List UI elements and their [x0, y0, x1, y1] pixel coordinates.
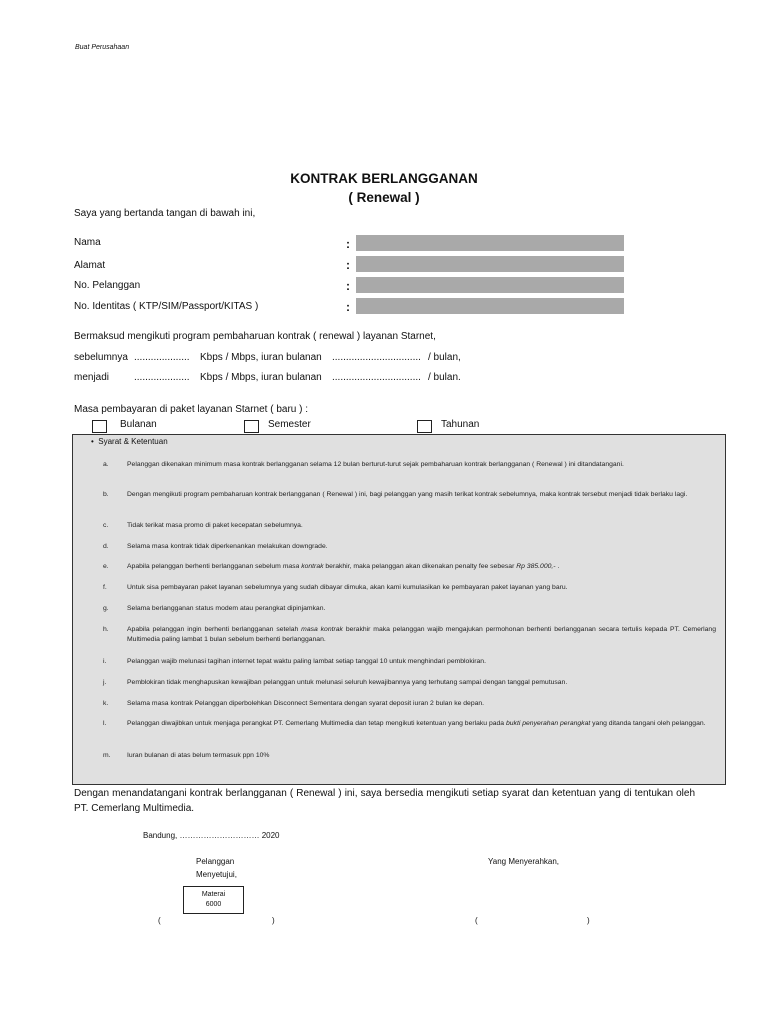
term-text: Iuran bulanan di atas belum termasuk ppn 10%: [127, 752, 270, 759]
intro-text: Saya yang bertanda tangan di bawah ini,: [74, 208, 256, 219]
row-unit-text: Kbps / Mbps, iuran bulanan: [200, 372, 322, 383]
row-end-text: / bulan.: [428, 372, 461, 383]
term-text: Apabila pelanggan ingin berhenti berlangganan setelah masa kontrak berakhir maka pelanggan wajib mengajukan permohonan berhenti berlangganan secara tertulis kepada PT. Cemerlang Multimedia paling lambat 1 bulan sebelum berhenti berlangganan.: [127, 626, 716, 643]
term-letter: l.: [103, 720, 107, 727]
term-letter: j.: [103, 679, 107, 686]
materai-label: Materai: [201, 891, 226, 898]
term-text: Apabila pelanggan berhenti berlangganan sebelum masa kontrak berakhir, maka pelanggan akan dikenakan penalty fee sebesar Rp 385.000,- .: [127, 563, 560, 570]
field-label-nama: Nama: [74, 237, 101, 248]
row-unit-text: Kbps / Mbps, iuran bulanan: [200, 352, 322, 363]
left-signature-open: (: [158, 916, 161, 925]
term-text: Selama masa kontrak Pelanggan diperbolehkan Disconnect Sementara dengan syarat deposit iuran 2 bulan ke depan.: [127, 700, 485, 707]
term-letter: b.: [103, 491, 109, 498]
field-label-alamat: Alamat: [74, 260, 106, 271]
left-sign-title: Pelanggan: [196, 857, 235, 866]
term-text: Pelanggan wajib melunasi tagihan internet tepat waktu paling lambat setiap tanggal 10 untuk menghindari pemblokiran.: [127, 658, 486, 665]
term-text: Pemblokiran tidak menghapuskan kewajiban pelanggan untuk melunasi seluruh kewajibannya yang terhutang sampai dengan tanggal pemutusan.: [127, 679, 568, 686]
term-text: Dengan mengikuti program pembaharuan kontrak berlangganan ( Renewal ) ini, bagi pelanggan yang masih terikat kontrak sebelumnya, maka kontrak tersebut menjadi tidak berlaku lagi.: [127, 491, 688, 498]
alamat-input[interactable]: [356, 256, 624, 272]
row-label-menjadi: menjadi: [74, 372, 110, 383]
term-text: Tidak terikat masa promo di paket kecepatan sebelumnya.: [127, 522, 303, 529]
terms-box: [72, 434, 726, 785]
term-letter: e.: [103, 563, 109, 570]
term-text: Untuk sisa pembayaran paket layanan sebelumnya yang sudah dibayar dimuka, akan kami kumulasikan ke pembayaran paket layanan yang baru.: [127, 584, 568, 591]
tahunan-label: Tahunan: [441, 419, 480, 430]
term-text: Selama masa kontrak tidak diperkenankan melakukan downgrade.: [127, 543, 328, 550]
semester-checkbox[interactable]: [244, 420, 259, 433]
term-letter: k.: [103, 700, 109, 707]
terms-heading-text: Syarat & Ketentuan: [98, 437, 168, 446]
field-colon: :: [346, 258, 350, 272]
field-colon: :: [346, 300, 350, 314]
row-dots: ....................: [134, 352, 190, 363]
materai-stamp-box: [183, 886, 244, 914]
materai-value: 6000: [205, 901, 222, 908]
term-letter: a.: [103, 461, 109, 468]
left-sign-subtitle: Menyetujui,: [196, 870, 237, 879]
row-end-text: / bulan,: [428, 352, 461, 363]
no-pelanggan-input[interactable]: [356, 277, 624, 293]
date-line: Bandung, ………………………… 2020: [143, 831, 280, 840]
no-identitas-input[interactable]: [356, 298, 624, 314]
tahunan-checkbox[interactable]: [417, 420, 432, 433]
left-signature-close: ): [272, 916, 275, 925]
right-sign-title: Yang Menyerahkan,: [488, 857, 560, 866]
term-letter: i.: [103, 658, 107, 665]
term-letter: h.: [103, 626, 109, 633]
header-note: Buat Perusahaan: [75, 44, 130, 51]
bulanan-checkbox[interactable]: [92, 420, 107, 433]
term-letter: g.: [103, 605, 109, 612]
field-label-identitas: No. Identitas ( KTP/SIM/Passport/KITAS ): [74, 301, 259, 312]
terms-heading: [91, 437, 168, 446]
term-letter: d.: [103, 543, 109, 550]
term-text: Pelanggan dikenakan minimum masa kontrak berlangganan selama 12 bulan berturut-turut sejak pembaharuan kontrak berlangganan ( Renewal ) ini ditandatangani.: [127, 461, 624, 468]
row-label-sebelumnya: sebelumnya: [74, 352, 128, 363]
bullet-icon: •: [91, 437, 94, 446]
term-letter: c.: [103, 522, 109, 529]
field-colon: :: [346, 237, 350, 251]
field-label-pelanggan: No. Pelanggan: [74, 280, 141, 291]
purpose-text: Bermaksud mengikuti program pembaharuan kontrak ( renewal ) layanan Starnet,: [74, 331, 436, 342]
row-dots: ................................: [332, 352, 421, 363]
semester-label: Semester: [268, 419, 311, 430]
term-letter: f.: [103, 584, 107, 591]
document-subtitle: ( Renewal ): [348, 190, 420, 205]
term-text: Pelanggan diwajibkan untuk menjaga perangkat PT. Cemerlang Multimedia dan tetap mengikuti ketentuan yang berlaku pada bukti penyerahan perangkat yang ditanda tangani oleh pelanggan.: [127, 720, 706, 727]
bulanan-label: Bulanan: [120, 419, 157, 430]
row-dots: ....................: [134, 372, 190, 383]
closing-statement: Dengan menandatangani kontrak berlangganan ( Renewal ) ini, saya bersedia mengikuti setiap syarat dan ketentuan yang di tentukan oleh PT. Cemerlang Multimedia.: [74, 788, 695, 814]
row-dots: ................................: [332, 372, 421, 383]
right-signature-open: (: [475, 916, 478, 925]
field-colon: :: [346, 279, 350, 293]
term-letter: m.: [103, 752, 111, 759]
document-title: KONTRAK BERLANGGANAN: [290, 171, 478, 186]
term-text: Selama berlangganan status modem atau perangkat dipinjamkan.: [127, 605, 326, 612]
right-signature-close: ): [587, 916, 590, 925]
nama-input[interactable]: [356, 235, 624, 251]
payment-question: Masa pembayaran di paket layanan Starnet ( baru ) :: [74, 404, 309, 415]
